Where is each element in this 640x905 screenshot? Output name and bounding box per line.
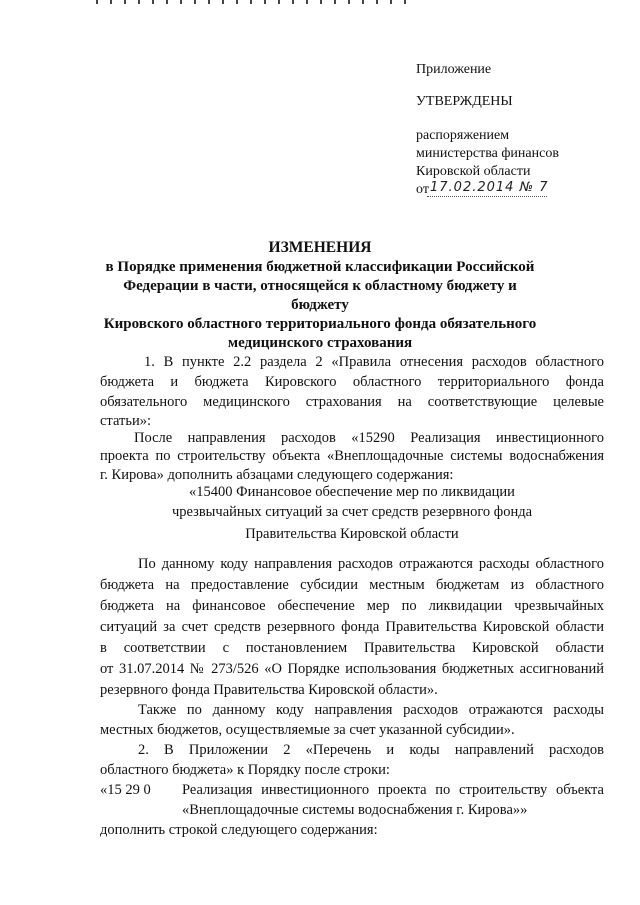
subtitle-line: в Порядке применения бюджетной классификации Российской <box>105 259 535 275</box>
p3-line: ситуаций за счет средств резервного фонда Правительства Кировской области <box>100 619 604 635</box>
p3-line: резервного фонда Правительства Кировской области». <box>100 682 438 698</box>
order-line-2: министерства финансов <box>416 146 559 161</box>
p3-line: бюджета на предоставление субсидии местным бюджетам из областного <box>100 577 604 593</box>
p1-line: 1. В пункте 2.2 раздела 2 «Правила отнесения расходов областного <box>144 354 604 370</box>
code-row-code: «15 29 0 <box>100 782 151 798</box>
code-line: чрезвычайных ситуаций за счет средств резервного фонда <box>171 504 533 520</box>
approved-label: УТВЕРЖДЕНЫ <box>416 94 513 109</box>
date-prefix: от <box>416 182 429 197</box>
p4-line: местных бюджетов, осуществляемые за счет указанной субсидии». <box>100 722 515 738</box>
order-line-1: распоряжением <box>416 128 510 143</box>
scan-edge-marks <box>96 0 416 4</box>
handwritten-date: 17.02.2014 № 7 <box>430 180 549 195</box>
p5-line: 2. В Приложении 2 «Перечень и коды направлений расходов <box>138 742 604 758</box>
p1-line: бюджета и бюджета Кировского областного территориального фонда <box>100 374 604 390</box>
p1-line: статьи»: <box>100 413 151 429</box>
code-row-text: «Внеплощадочные системы водоснабжения г. Кирова»» <box>182 802 528 818</box>
p3-line: от 31.07.2014 № 273/526 «О Порядке использования бюджетных ассигнований <box>100 661 604 677</box>
p2-line: После направления расходов «15290 Реализация инвестиционного <box>134 430 604 446</box>
order-line-3: Кировской области <box>416 164 531 179</box>
appendix-label: Приложение <box>416 62 492 77</box>
p3-line: По данному коду направления расходов отражаются расходы областного <box>138 556 604 572</box>
p3-line: бюджета на финансовое обеспечение мер по ликвидации чрезвычайных <box>100 598 604 614</box>
p4-line: Также по данному коду направления расходов отражаются расходы <box>138 702 604 718</box>
code-row-text: Реализация инвестиционного проекта по строительству объекта <box>182 782 604 798</box>
p1-line: обязательного медицинского страхования на соответствующие целевые <box>100 394 604 410</box>
code-line: «15400 Финансовое обеспечение мер по ликвидации <box>189 484 515 500</box>
document-subtitle <box>100 258 540 353</box>
document-title: ИЗМЕНЕНИЯ <box>268 239 372 256</box>
subtitle-line: Федерации в части, относящейся к областному бюджету и бюджету <box>123 278 517 313</box>
p5-line: областного бюджета» к Порядку после строки: <box>100 762 390 778</box>
p2-line: проекта по строительству объекта «Внеплощадочные системы водоснабжения <box>100 448 604 464</box>
final-line: дополнить строкой следующего содержания: <box>100 822 378 838</box>
p2-line: г. Кирова» дополнить абзацами следующего содержания: <box>100 467 454 483</box>
code-line: Правительства Кировской области <box>245 526 459 542</box>
subtitle-line: медицинского страхования <box>227 335 413 351</box>
date-underline <box>427 196 547 197</box>
p3-line: в соответствии с постановлением Правительства Кировской области <box>100 640 604 656</box>
subtitle-line: Кировского областного территориального фонда обязательного <box>103 316 537 332</box>
